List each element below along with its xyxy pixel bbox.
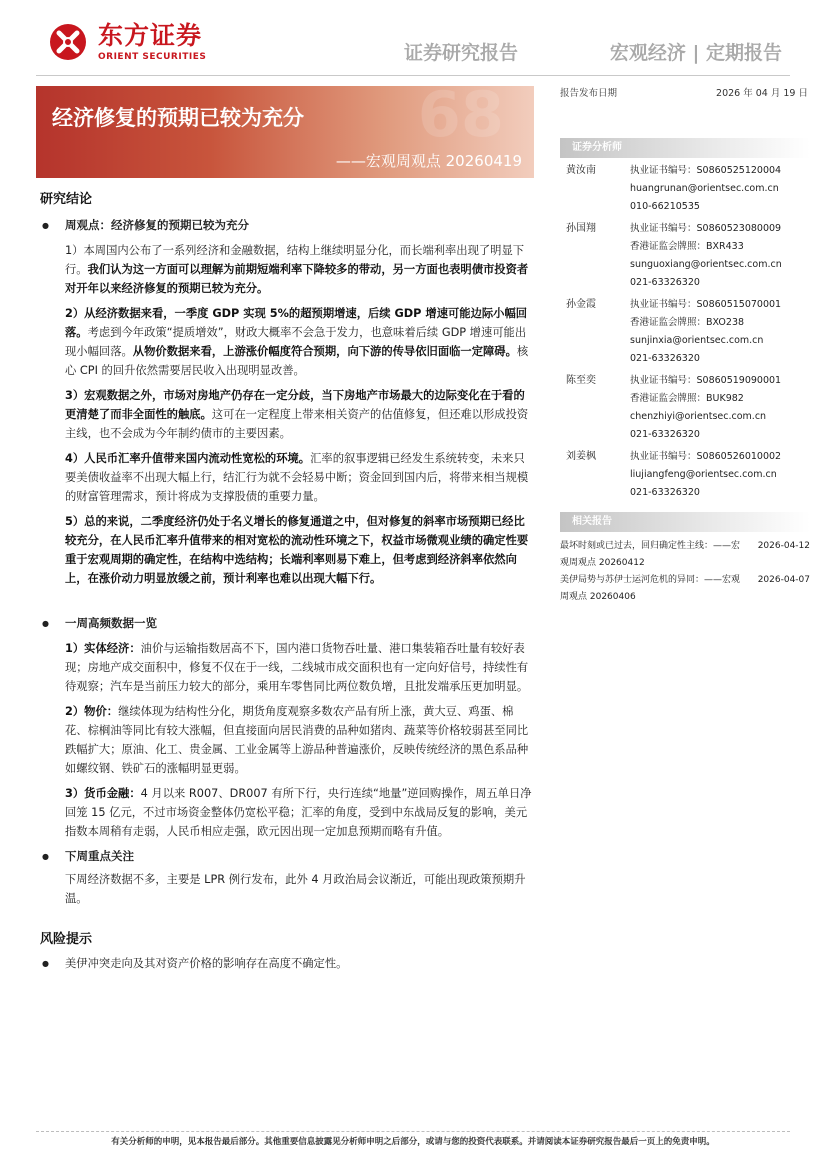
p2-text-d: 核心 CPI 的回升依然需要居民收入出现明显改善。 — [65, 345, 529, 377]
hf2-text: 继续体现为结构性分化，期货角度观察多数农产品有所上涨，黄大豆、鸡蛋、棉花、棕榈油等同比有较大涨幅，但直接面向居民消费的品种如猪肉、蔬菜等价格较弱甚至同比跌幅扩大；原油、化工、贵金属、工业金属等上游品种普遍涨价，反映传统经济的黑色系品种如螺纹钢、铁矿石的涨幅明显更弱。 — [65, 705, 529, 775]
hf-paragraph-2 — [40, 702, 536, 778]
footer-disclaimer: 有关分析师的申明，见本报告最后部分。其他重要信息披露见分析师申明之后部分，或请与您的投资代表联系。并请阅读本证券研究报告最后一页上的免责申明。 — [111, 1137, 715, 1147]
high-frequency-bullet: ● 一周高频数据一览 — [40, 614, 536, 633]
analyst-contact — [630, 448, 810, 502]
logo-mark-icon — [48, 22, 88, 62]
hf3-text: 4 月以来 R007、DR007 有所下行，央行连续“地量”逆回购操作，周五单日净回笼 15 亿元，不过市场资金整体仍宽松平稳；汇率的角度，受到中东战局反复的影响，美元指数本周稍有走弱，人民币相应走强，欧元因出现一定加息预期而略有升值。 — [65, 787, 532, 838]
report-type: 证券研究报告 — [404, 42, 519, 64]
hf3-label: 3）货币金融： — [65, 787, 141, 800]
analyst-name: 孙金霞 — [566, 299, 596, 310]
analyst-contact-line: chenzhiyi@orientsec.com.cn — [630, 411, 767, 422]
analyst-contact — [630, 372, 810, 444]
analyst-contact-line: 010-66210535 — [630, 201, 700, 212]
publish-date-label: 报告发布日期 — [560, 88, 618, 99]
analyst-entry — [560, 296, 810, 368]
next-week-bullet: ● 下周重点关注 — [40, 847, 536, 866]
paragraph-4 — [40, 449, 536, 506]
related-report-title[interactable]: 美伊局势与苏伊士运河危机的异同：——宏观周观点 20260406 — [560, 575, 741, 602]
analyst-contact-line: 执业证书编号：S0860526010002 — [630, 451, 782, 462]
company-logo — [48, 20, 238, 66]
sidebar — [560, 86, 810, 606]
publish-date-value: 2026 年 04 月 19 日 — [716, 88, 808, 99]
related-header-label: 相关报告 — [572, 516, 612, 527]
analyst-contact-line: 执业证书编号：S0860515070001 — [630, 299, 782, 310]
analyst-contact-line: sunjinxia@orientsec.com.cn — [630, 335, 764, 346]
related-report-date: 2026-04-07 — [757, 575, 810, 585]
report-title: 经济修复的预期已较为充分 — [52, 106, 304, 130]
analyst-header-label: 证券分析师 — [572, 142, 622, 153]
hf-paragraph-1 — [40, 639, 536, 696]
p3-text: 这可在一定程度上带来相关资产的估值修复，但还难以形成投资主线，也不会成为今年制约债市的主要因素。 — [65, 408, 529, 440]
analyst-contact — [630, 162, 810, 216]
analyst-name: 陈至奕 — [566, 375, 596, 386]
p2-text-b: 考虑到今年政策“提质增效”，财政大概率不会急于发力，也意味着后续 GDP 增速可能出现小幅回落。 — [65, 326, 527, 358]
paragraph-5 — [40, 512, 536, 588]
p4-text: 汇率的叙事逻辑已经发生系统转变，未来只要美债收益率不出现大幅上行，结汇行为就不会轻易中断；资金回到国内后，将带来相当规模的财富管理需求，预计将成为支撑股债的重要力量。 — [65, 452, 529, 503]
footer-divider — [36, 1131, 790, 1132]
hf-paragraph-3 — [40, 784, 536, 841]
title-banner — [36, 86, 534, 178]
analyst-list — [560, 162, 810, 502]
logo-english-name: ORIENT SECURITIES — [98, 52, 207, 62]
analyst-contact-line: sunguoxiang@orientsec.com.cn — [630, 259, 782, 270]
analyst-contact-line: 执业证书编号：S0860525120004 — [630, 165, 782, 176]
analyst-header — [560, 138, 810, 158]
main-content — [40, 190, 536, 973]
analyst-contact-line: 执业证书编号：S0860519090001 — [630, 375, 782, 386]
related-report-date: 2026-04-12 — [757, 541, 810, 551]
related-list — [560, 538, 810, 606]
risk-bullet-icon: ● — [42, 959, 49, 968]
risk-text: 美伊冲突走向及其对资产价格的影响存在高度不确定性。 — [65, 957, 348, 970]
hf1-label: 1）实体经济： — [65, 642, 141, 655]
p4-emphasis: 4）人民币汇率升值带来国内流动性宽松的环境。 — [65, 452, 311, 465]
report-category: 宏观经济 | 定期报告 — [609, 42, 782, 64]
risk-item — [40, 954, 536, 973]
analyst-contact-line: 香港证监会牌照：BUK982 — [630, 393, 744, 404]
related-report[interactable] — [560, 572, 810, 606]
analyst-entry — [560, 220, 810, 292]
related-report-title[interactable]: 最坏时刻或已过去，回归确定性主线：——宏观周观点 20260412 — [560, 541, 741, 568]
p1-text: 1）本周国内公布了一系列经济和金融数据，结构上继续明显分化，而长端利率出现了明显下行。 — [65, 244, 525, 276]
risk-heading: 风险提示 — [40, 932, 93, 947]
conclusion-heading: 研究结论 — [40, 192, 93, 207]
paragraph-1 — [40, 241, 536, 298]
p2-emphasis-a: 2）从经济数据来看，一季度 GDP 实现 5%的超预期增速，后续 GDP 增速可能边际小幅回落。 — [65, 307, 528, 339]
header-divider — [36, 75, 790, 76]
analyst-contact — [630, 220, 810, 292]
analyst-contact-line: 香港证监会牌照：BXR433 — [630, 241, 744, 252]
analyst-contact-line: liujiangfeng@orientsec.com.cn — [630, 469, 777, 480]
p5-emphasis: 5）总的来说，二季度经济仍处于名义增长的修复通道之中，但对修复的斜率市场预期已经比较充分，在人民币汇率升值带来的相对宽松的流动性环境之下，权益市场微观业绩的确定性要重于宏观周期的确定性，在结构中选结构；长端利率则易下难上，但考虑到经济斜率依然向上，在涨价动力明显放缓之前，预计利率也难以出现大幅下行。 — [65, 515, 529, 585]
analyst-contact — [630, 296, 810, 368]
logo-chinese-name: 东方证券 — [98, 21, 203, 50]
next-week-text: 下周经济数据不多，主要是 LPR 例行发布，此外 4 月政治局会议渐近，可能出现政策预期升温。 — [65, 873, 526, 905]
paragraph-2 — [40, 304, 536, 380]
analyst-entry — [560, 448, 810, 502]
analyst-entry — [560, 162, 810, 216]
publish-date-row — [560, 86, 810, 102]
p1-emphasis: 我们认为这一方面可以理解为前期短端利率下降较多的带动，另一方面也表明债市投资者对开年以来经济修复的预期已较为充分。 — [65, 263, 529, 295]
related-header — [560, 512, 810, 532]
banner-decoration: 68 — [417, 86, 504, 151]
hf2-label: 2）物价： — [65, 705, 119, 718]
analyst-name: 孙国翔 — [566, 223, 596, 234]
p3-emphasis: 3）宏观数据之外，市场对房地产仍存在一定分歧，当下房地产市场最大的边际变化在于看的更清楚了而非全面性的触底。 — [65, 389, 525, 421]
analyst-contact-line: 执业证书编号：S0860523080009 — [630, 223, 782, 234]
p2-emphasis-c: 从物价数据来看，上游涨价幅度符合预期，向下游的传导依旧面临一定障碍。 — [132, 345, 517, 358]
analyst-contact-line: 021-63326320 — [630, 277, 700, 288]
analyst-entry — [560, 372, 810, 444]
hf1-text: 油价与运输指数居高不下，国内港口货物吞吐量、港口集装箱吞吐量有较好表现；房地产成交面积中，修复不仅在于一线，二线城市成交面积也有一定向好信号，持续性有待观察；汽车是当前压力较大的部分，乘用车零售同比两位数负增，且批发端承压更加明显。 — [65, 642, 529, 693]
weekly-view-bullet: ● 周观点：经济修复的预期已较为充分 — [40, 216, 536, 235]
analyst-contact-line: 香港证监会牌照：BXO238 — [630, 317, 745, 328]
analyst-contact-line: 021-63326320 — [630, 353, 700, 364]
analyst-contact-line: 021-63326320 — [630, 429, 700, 440]
analyst-name: 刘姜枫 — [566, 451, 596, 462]
paragraph-3 — [40, 386, 536, 443]
report-subtitle: ——宏观周观点 20260419 — [335, 152, 522, 170]
related-report[interactable] — [560, 538, 810, 572]
analyst-name: 黄汝南 — [566, 165, 596, 176]
analyst-contact-line: huangrunan@orientsec.com.cn — [630, 183, 779, 194]
analyst-contact-line: 021-63326320 — [630, 487, 700, 498]
